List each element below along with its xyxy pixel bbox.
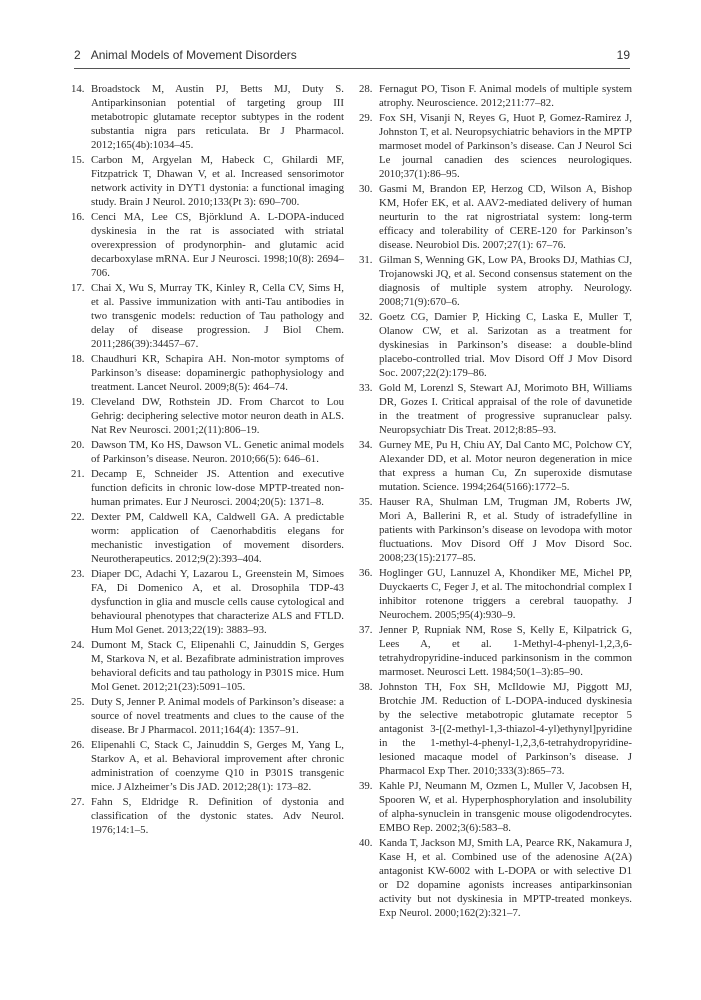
reference-item — [71, 395, 344, 437]
reference-text: Gasmi M, Brandon EP, Herzog CD, Wilson A, Bishop KM, Hofer EK, et al. AAV2-mediated delivery of human neurturin to the rat nigrostriatal system: long-term efficacy and tolerability of CERE-120 for Parkinson’s disease. Neurobiol Dis. 2007;27(1): 67–76. — [379, 183, 632, 251]
reference-number: 39. — [359, 780, 373, 792]
reference-text: Fernagut PO, Tison F. Animal models of multiple system atrophy. Neuroscience. 2012;211:77–82. — [379, 83, 632, 109]
reference-text: Chaudhuri KR, Schapira AH. Non-motor symptoms of Parkinson’s disease: dopaminergic pathophysiology and treatment. Lancet Neurol. 2009;8(5): 464–74. — [91, 353, 344, 393]
reference-text: Cenci MA, Lee CS, Björklund A. L-DOPA-induced dyskinesia in the rat is associated with striatal overexpression of prodynorphin- and glutamic acid decarboxylase mRNA. Eur J Neurosci. 1998;10(8): 2694–706. — [91, 211, 344, 279]
reference-text: Fahn S, Eldridge R. Definition of dystonia and classification of the dystonic states. Adv Neurol. 1976;14:1–5. — [91, 796, 344, 836]
reference-number: 15. — [71, 154, 85, 166]
reference-number: 33. — [359, 382, 373, 394]
reference-number: 27. — [71, 796, 85, 808]
reference-text: Elipenahli C, Stack C, Jainuddin S, Gerges M, Yang L, Starkov A, et al. Behavioral improvement after chronic administration of coenzyme Q10 in P301S transgenic mice. J Alzheimer’s Dis JAD. 2012;28(1): 173–82. — [91, 739, 344, 793]
reference-item — [71, 510, 344, 566]
reference-number: 14. — [71, 83, 85, 95]
reference-number: 19. — [71, 396, 85, 408]
reference-number: 16. — [71, 211, 85, 223]
reference-number: 17. — [71, 282, 85, 294]
reference-item — [71, 210, 344, 280]
reference-column-right — [359, 82, 632, 921]
reference-item — [71, 82, 344, 152]
reference-number: 25. — [71, 696, 85, 708]
reference-text: Dumont M, Stack C, Elipenahli C, Jainuddin S, Gerges M, Starkova N, et al. Bezafibrate administration improves behavioral deficits and tau pathology in P301S mice. Hum Mol Genet. 2012;21(23):5091–105. — [91, 639, 344, 693]
reference-number: 36. — [359, 567, 373, 579]
reference-item — [359, 381, 632, 437]
reference-text: Gilman S, Wenning GK, Low PA, Brooks DJ, Mathias CJ, Trojanowski JQ, et al. Second consensus statement on the diagnosis of multiple system atrophy. Neurology. 2008;71(9):670–6. — [379, 254, 632, 308]
reference-item — [359, 836, 632, 920]
reference-text: Duty S, Jenner P. Animal models of Parkinson’s disease: a source of novel treatments and clues to the cause of the disease. Br J Pharmacol. 2011;164(4): 1357–91. — [91, 696, 344, 736]
reference-item — [359, 438, 632, 494]
reference-number: 20. — [71, 439, 85, 451]
reference-item — [71, 567, 344, 637]
reference-item — [359, 111, 632, 181]
reference-text: Chai X, Wu S, Murray TK, Kinley R, Cella CV, Sims H, et al. Passive immunization with anti-Tau antibodies in two transgenic models: reduction of Tau pathology and delay of disease progression. J Biol Chem. 2011;286(39):34457–67. — [91, 282, 344, 350]
reference-text: Johnston TH, Fox SH, McIldowie MJ, Piggott MJ, Brotchie JM. Reduction of L-DOPA-induced dyskinesia by the selective metabotropic glutamate receptor 5 antagonist 3-[(2-methyl-1,3-thiazol-4-yl)ethynyl]pyridine in the 1-methyl-4-phenyl-1,2,3,6-tetrahydropyridine-lesioned macaque model of Parkinson’s disease. J Pharmacol Exp Ther. 2010;333(3):865–73. — [379, 681, 632, 777]
page-number: 19 — [616, 48, 630, 62]
chapter-title: Animal Models of Movement Disorders — [90, 48, 297, 62]
reference-item — [359, 779, 632, 835]
reference-number: 37. — [359, 624, 373, 636]
reference-text: Decamp E, Schneider JS. Attention and executive function deficits in chronic low-dose MPTP-treated non-human primates. Eur J Neurosci. 2004;20(5): 1371–8. — [91, 468, 344, 508]
reference-item — [71, 738, 344, 794]
reference-text: Hauser RA, Shulman LM, Trugman JM, Roberts JW, Mori A, Ballerini R, et al. Study of istradefylline in patients with Parkinson’s disease on levodopa with motor fluctuations. Mov Disord Off J Mov Disord Soc. 2008;23(15):2177–85. — [379, 496, 632, 564]
reference-item — [359, 566, 632, 622]
reference-item — [71, 795, 344, 837]
reference-item — [359, 680, 632, 778]
reference-number: 29. — [359, 112, 373, 124]
reference-item — [71, 352, 344, 394]
reference-number: 23. — [71, 568, 85, 580]
header-rule — [74, 68, 630, 69]
reference-text: Goetz CG, Damier P, Hicking C, Laska E, Muller T, Olanow CW, et al. Sarizotan as a treatment for dyskinesias in Parkinson’s disease: a double-blind placebo-controlled trial. Mov Disord Off J Mov Disord Soc. 2007;22(2):179–86. — [379, 311, 632, 379]
reference-item — [359, 82, 632, 110]
reference-item — [359, 182, 632, 252]
reference-number: 32. — [359, 311, 373, 323]
reference-number: 24. — [71, 639, 85, 651]
reference-number: 22. — [71, 511, 85, 523]
reference-text: Jenner P, Rupniak NM, Rose S, Kelly E, Kilpatrick G, Lees A, et al. 1-Methyl-4-phenyl-1,2,3,6-tetrahydropyridine-induced parkinsonism in the common marmoset. Neurosci Lett. 1984;50(1–3):85–90. — [379, 624, 632, 678]
reference-item — [359, 623, 632, 679]
reference-item — [71, 438, 344, 466]
reference-item — [71, 695, 344, 737]
reference-item — [359, 253, 632, 309]
reference-number: 28. — [359, 83, 373, 95]
reference-text: Broadstock M, Austin PJ, Betts MJ, Duty S. Antiparkinsonian potential of targeting group III metabotropic glutamate receptor subtypes in the rodent substantia nigra pars reticulata. Br J Pharmacol. 2012;165(4b):1034–45. — [91, 83, 344, 151]
reference-text: Gold M, Lorenzl S, Stewart AJ, Morimoto BH, Williams DR, Gozes I. Critical appraisal of the role of davunetide in the treatment of progressive supranuclear palsy. Neuropsychiatr Dis Treat. 2012;8:85–93. — [379, 382, 632, 436]
reference-number: 18. — [71, 353, 85, 365]
reference-text: Hoglinger GU, Lannuzel A, Khondiker ME, Michel PP, Duyckaerts C, Feger J, et al. The mitochondrial complex I inhibitor rotenone triggers a cerebral tauopathy. J Neurochem. 2005;95(4):930–9. — [379, 567, 632, 621]
reference-number: 38. — [359, 681, 373, 693]
reference-text: Kanda T, Jackson MJ, Smith LA, Pearce RK, Nakamura J, Kase H, et al. Combined use of the adenosine A(2A) antagonist KW-6002 with L-DOPA or with selective D1 or D2 dopamine agonists increases antiparkinsonian activity but not dyskinesia in MPTP-treated monkeys. Exp Neurol. 2000;162(2):321–7. — [379, 837, 632, 919]
reference-number: 30. — [359, 183, 373, 195]
reference-number: 26. — [71, 739, 85, 751]
reference-column-left — [71, 82, 344, 838]
reference-text: Kahle PJ, Neumann M, Ozmen L, Muller V, Jacobsen H, Spooren W, et al. Hyperphosphorylation and insolubility of alpha-synuclein in transgenic mouse oligodendrocytes. EMBO Rep. 2002;3(6):583–8. — [379, 780, 632, 834]
reference-text: Diaper DC, Adachi Y, Lazarou L, Greenstein M, Simoes FA, Di Domenico A, et al. Drosophila TDP-43 dysfunction in glia and muscle cells cause cytological and behavioural phenotypes that characterize ALS and FTLD. Hum Mol Genet. 2013;22(19): 3883–93. — [91, 568, 344, 636]
reference-item — [359, 310, 632, 380]
reference-number: 40. — [359, 837, 373, 849]
reference-item — [71, 467, 344, 509]
chapter-heading — [74, 48, 297, 62]
reference-number: 31. — [359, 254, 373, 266]
chapter-number: 2 — [74, 48, 81, 62]
reference-number: 35. — [359, 496, 373, 508]
reference-item — [71, 638, 344, 694]
reference-item — [71, 153, 344, 209]
reference-number: 34. — [359, 439, 373, 451]
reference-list-left — [71, 82, 344, 837]
reference-item — [71, 281, 344, 351]
reference-item — [359, 495, 632, 565]
reference-text: Gurney ME, Pu H, Chiu AY, Dal Canto MC, Polchow CY, Alexander DD, et al. Motor neuron degeneration in mice that express a human Cu, Zn superoxide dismutase mutation. Science. 1994;264(5166):1772–5. — [379, 439, 632, 493]
reference-text: Fox SH, Visanji N, Reyes G, Huot P, Gomez-Ramirez J, Johnston T, et al. Neuropsychiatric behaviors in the MPTP marmoset model of Parkinson’s disease. Can J Neurol Sci Le journal canadien des sciences neurologiques. 2010;37(1):86–95. — [379, 112, 632, 180]
reference-text: Dexter PM, Caldwell KA, Caldwell GA. A predictable worm: application of Caenorhabditis elegans for mechanistic investigation of movement disorders. Neurotherapeutics. 2012;9(2):393–404. — [91, 511, 344, 565]
reference-text: Cleveland DW, Rothstein JD. From Charcot to Lou Gehrig: deciphering selective motor neuron death in ALS. Nat Rev Neurosci. 2001;2(11):806–19. — [91, 396, 344, 436]
reference-text: Dawson TM, Ko HS, Dawson VL. Genetic animal models of Parkinson’s disease. Neuron. 2010;66(5): 646–61. — [91, 439, 344, 465]
reference-list-right — [359, 82, 632, 920]
reference-number: 21. — [71, 468, 85, 480]
reference-text: Carbon M, Argyelan M, Habeck C, Ghilardi MF, Fitzpatrick T, Dhawan V, et al. Increased sensorimotor network activity in DYT1 dystonia: a functional imaging study. Brain J Neurol. 2010;133(Pt 3): 690–700. — [91, 154, 344, 208]
